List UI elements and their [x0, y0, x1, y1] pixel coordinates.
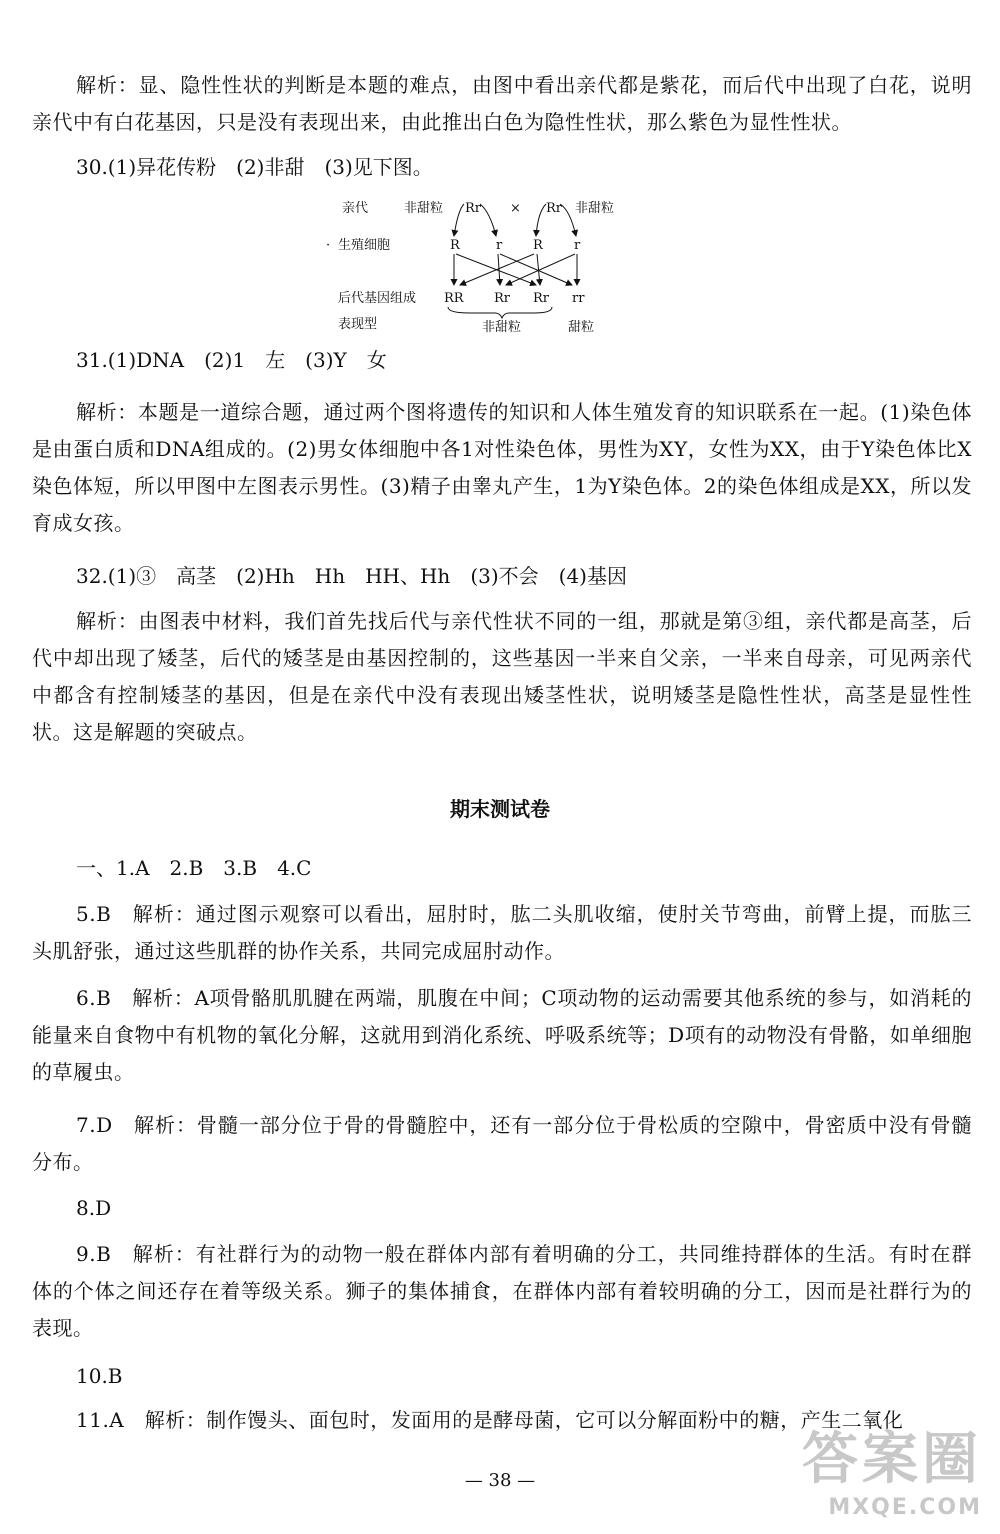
watermark-logo: [802, 1415, 982, 1520]
row-label-offspring: 后代基因组成: [338, 291, 417, 306]
answer-q30: 30.(1)异花传粉 (2)非甜 (3)见下图。: [76, 155, 433, 179]
watermark-text: 答案圈: [802, 1427, 982, 1492]
gamete-4: r: [574, 238, 581, 253]
para-q29-analysis: 解析：显、隐性性状的判断是本题的难点，由图中看出亲代都是紫花，而后代中出现了白花，说明亲代中有白花基因，只是没有表现出来，由此推出白色为隐性性状，那么紫色为显性性状。: [32, 73, 972, 134]
bullet-dot: ·: [326, 238, 331, 253]
gamete-1: R: [450, 238, 460, 253]
offspring-2: Rr: [494, 291, 511, 306]
watermark-url: MXQE.COM: [828, 1495, 982, 1520]
answer-8: 8.D: [76, 1196, 112, 1220]
offspring-4: rr: [572, 291, 585, 306]
parent2-gene: Rr: [546, 201, 563, 216]
parent1-trait: 非甜粒: [404, 201, 444, 216]
phenotype-sweet: 甜粒: [568, 320, 595, 335]
section-title: 期末测试卷: [450, 797, 550, 821]
answer-1-4: 一、1.A 2.B 3.B 4.C: [76, 856, 312, 880]
answer-q31: 31.(1)DNA (2)1 左 (3)Y 女: [76, 348, 387, 372]
parent2-trait: 非甜粒: [575, 201, 615, 216]
gamete-2: r: [496, 238, 503, 253]
answer-9: 9.B 解析：有社群行为的动物一般在群体内部有着明确的分工，共同维持群体的生活。有时在群体的个体之间还存在着等级关系。狮子的集体捕食，在群体内部有着较明确的分工，因而是社群行为的表现。: [32, 1242, 972, 1340]
para-q31-analysis: 解析：本题是一道综合题，通过两个图将遗传的知识和人体生殖发育的知识联系在一起。(1)染色体是由蛋白质和DNA组成的。(2)男女体细胞中各1对性染色体，男性为XY，女性为XX，由于Y染色体比X染色体短，所以甲图中左图表示男性。(3)精子由睾丸产生，1为Y染色体。2的染色体组成是XX，所以发育成女孩。: [32, 400, 972, 535]
offspring-1: RR: [444, 291, 464, 306]
row-label-parents: 亲代: [342, 201, 369, 216]
cross-sign: ×: [510, 201, 521, 216]
offspring-3: Rr: [533, 291, 550, 306]
page-number: — 38 —: [464, 1470, 536, 1491]
answer-10: 10.B: [76, 1364, 123, 1388]
answer-6: 6.B 解析：A项骨骼肌肌腱在两端，肌腹在中间；C项动物的运动需要其他系统的参与，如消耗的能量来自食物中有机物的氧化分解，这就用到消化系统、呼吸系统等；D项有的动物没有骨骼，如单细胞的草履虫。: [32, 986, 972, 1084]
para-q32-analysis: 解析：由图表中材料，我们首先找后代与亲代性状不同的一组，那就是第③组，亲代都是高茎，后代中却出现了矮茎，后代的矮茎是由基因控制的，这些基因一半来自父亲，一半来自母亲，可见两亲代中都含有控制矮茎的基因，但是在亲代中没有表现出矮茎性状，说明矮茎是隐性性状，高茎是显性性状。这是解题的突破点。: [32, 609, 972, 744]
gamete-3: R: [533, 238, 543, 253]
answer-5: 5.B 解析：通过图示观察可以看出，屈肘时，肱二头肌收缩，使肘关节弯曲，前臂上提，而肱三头肌舒张，通过这些肌群的协作关系，共同完成屈肘动作。: [32, 902, 972, 963]
group-brace: [448, 307, 552, 318]
row-label-phenotype: 表现型: [338, 317, 378, 332]
genetic-cross-diagram: [320, 192, 640, 342]
parent1-gene: Rr: [465, 201, 482, 216]
answer-7: 7.D 解析：骨髓一部分位于骨的骨髓腔中，还有一部分位于骨松质的空隙中，骨密质中没有骨髓分布。: [32, 1113, 972, 1174]
answer-11: 11.A 解析：制作馒头、面包时，发面用的是酵母菌，它可以分解面粉中的糖，产生二氧化: [76, 1408, 904, 1432]
phenotype-nonsweet: 非甜粒: [482, 320, 522, 335]
row-label-gametes: 生殖细胞: [338, 238, 391, 253]
answer-q32: 32.(1)③ 高茎 (2)Hh Hh HH、Hh (3)不会 (4)基因: [76, 564, 627, 588]
